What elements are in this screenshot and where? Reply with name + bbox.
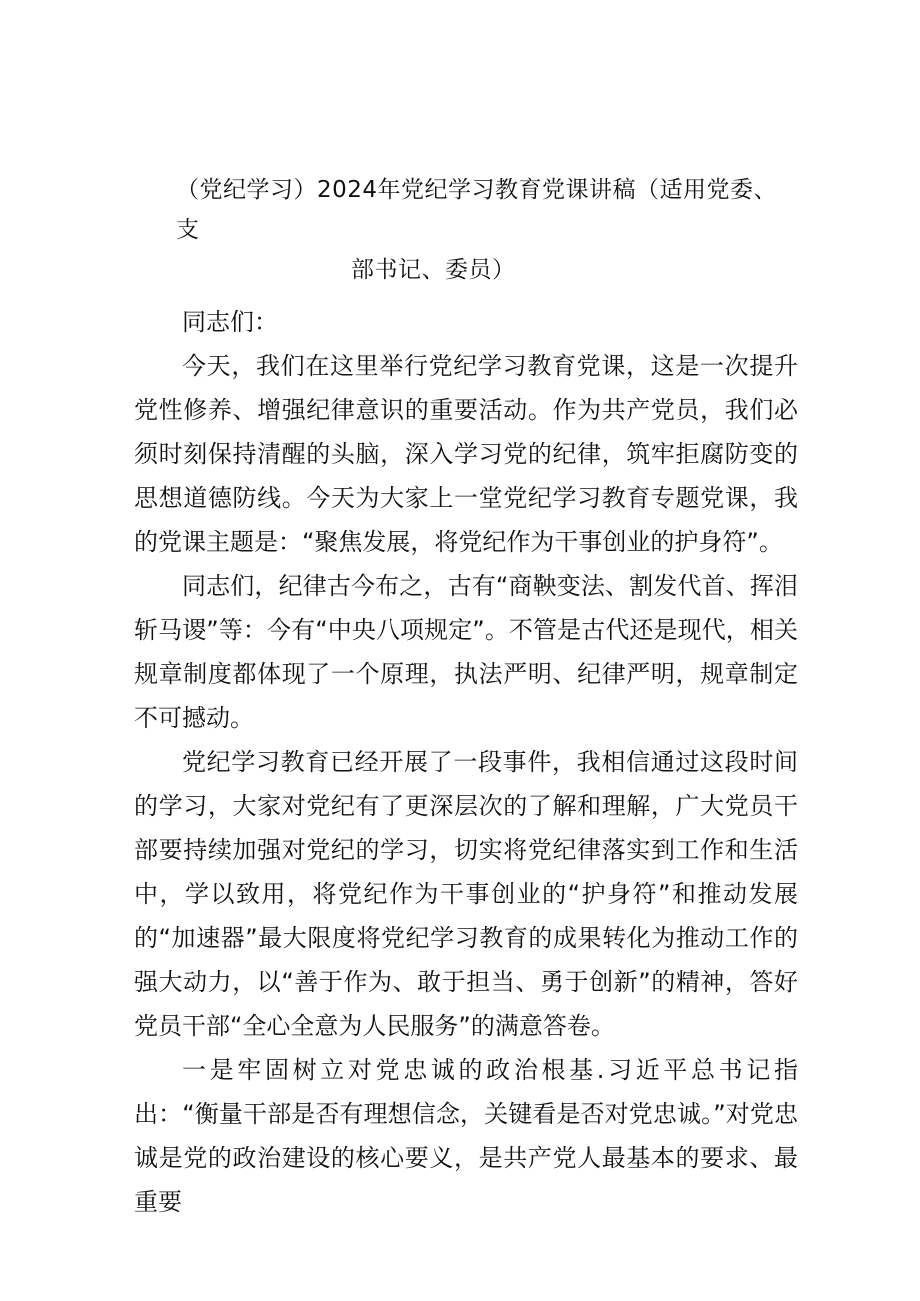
salutation: 同志们： xyxy=(182,308,278,336)
paragraph-1: 今天，我们在这里举行党纪学习教育党课，这是一次提升党性修养、增强纪律意识的重要活动。作为共产党员，我们必须时刻保持清醒的头脑，深入学习党的纪律，筑牢拒腐防变的思想道德防线。今天为大家上一堂党纪学习教育专题党课，我的党课主题是：“聚焦发展，将党纪作为干事创业的护身符”。 xyxy=(134,352,798,556)
title-line-1: （党纪学习）2024年党纪学习教育党课讲稿（适用党委、支 xyxy=(176,177,778,243)
title-line-2: 部书记、委员） xyxy=(351,257,516,283)
document-title xyxy=(176,170,796,290)
paragraph-3: 党纪学习教育已经开展了一段事件，我相信通过这段时间的学习，大家对党纪有了更深层次的了解和理解，广大党员干部要持续加强对党纪的学习，切实将党纪律落实到工作和生活中，学以致用，将党纪作为干事创业的“护身符”和推动发展的“加速器”最大限度将党纪学习教育的成果转化为推动工作的强大动力，以“善于作为、敢于担当、勇于创新”的精神，答好党员干部“全心全意为人民服务”的满意答卷。 xyxy=(134,748,798,1040)
paragraph-2: 同志们，纪律古今布之，古有“商鞅变法、割发代首、挥泪斩马谡”等：今有“中央八项规定”。不管是古代还是现代，相关规章制度都体现了一个原理，执法严明、纪律严明，规章制定不可撼动。 xyxy=(134,572,798,732)
document-body xyxy=(134,300,798,1224)
paragraph-4: 一是牢固树立对党忠诚的政治根基.习近平总书记指出：“衡量干部是否有理想信念，关键看是否对党忠诚。”对党忠诚是党的政治建设的核心要义，是共产党人最基本的要求、最重要 xyxy=(134,1056,798,1216)
